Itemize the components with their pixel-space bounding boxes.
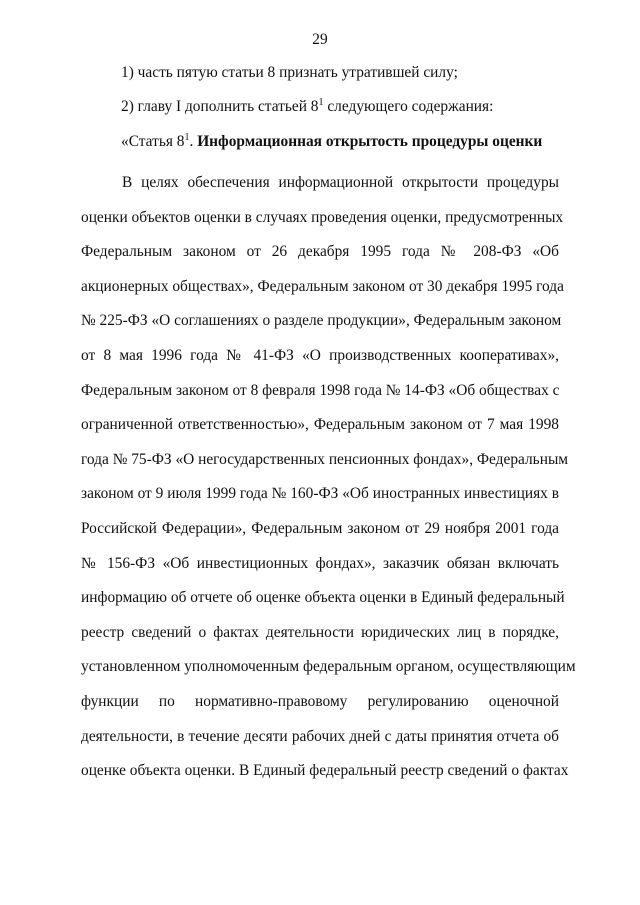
body-line: ограниченной ответственностью», Федеральным законом от 7 мая 1998 — [81, 416, 559, 434]
body-line: оценки объектов оценки в случаях проведения оценки, предусмотренных — [81, 208, 564, 226]
body-line: установленном уполномоченным федеральным органом, осуществляющим — [81, 658, 576, 676]
body-line: реестр сведений о фактах деятельности юридических лиц в порядке, — [81, 623, 559, 641]
body-line: Федеральным законом от 8 февраля 1998 года № 14-ФЗ «Об обществах с — [81, 381, 560, 399]
article-superscript: 1 — [184, 132, 190, 143]
body-line: Российской Федерации», Федеральным законом от 29 ноября 2001 года — [81, 519, 559, 537]
body-line: от 8 мая 1996 года № 41-ФЗ «О производственных кооперативах», — [81, 346, 559, 364]
list-item-1: 1) часть пятую статьи 8 признать утратившей силу; — [121, 64, 458, 81]
list-item-2 — [121, 98, 493, 116]
body-line: № 156-ФЗ «Об инвестиционных фондах», заказчик обязан включать — [81, 554, 559, 572]
body-line: года № 75-ФЗ «О негосударственных пенсионных фондах», Федеральным — [81, 450, 569, 468]
article-dot: . — [189, 133, 194, 150]
article-title: Информационная открытость процедуры оценки — [197, 133, 543, 150]
article-body — [81, 166, 576, 789]
page-number: 29 — [312, 31, 328, 48]
body-line: информацию об отчете об оценке объекта оценки в Единый федеральный — [81, 589, 565, 607]
body-line: законом от 9 июля 1999 года № 160-ФЗ «Об иностранных инвестициях в — [81, 485, 559, 503]
list-item-2-text-after: следующего содержания: — [323, 98, 494, 115]
list-item-2-superscript: 1 — [318, 97, 324, 108]
article-prefix: «Статья 8 — [121, 133, 185, 150]
body-line: В целях обеспечения информационной открытости процедуры — [122, 174, 559, 191]
list-item-2-text-before: 2) главу I дополнить статьей 8 — [121, 98, 319, 115]
body-line: Федеральным законом от 26 декабря 1995 года № 208-ФЗ «Об — [81, 243, 559, 261]
body-line: функции по нормативно-правовому регулированию оценочной — [81, 692, 559, 710]
article-heading — [121, 133, 542, 151]
body-line: № 225-ФЗ «О соглашениях о разделе продукции», Федеральным законом — [81, 312, 562, 330]
body-line: деятельности, в течение десяти рабочих дней с даты принятия отчета об — [81, 727, 559, 745]
body-line: акционерных обществах», Федеральным законом от 30 декабря 1995 года — [81, 277, 564, 295]
body-line: оценке объекта оценки. В Единый федеральный реестр сведений о фактах — [81, 762, 569, 780]
